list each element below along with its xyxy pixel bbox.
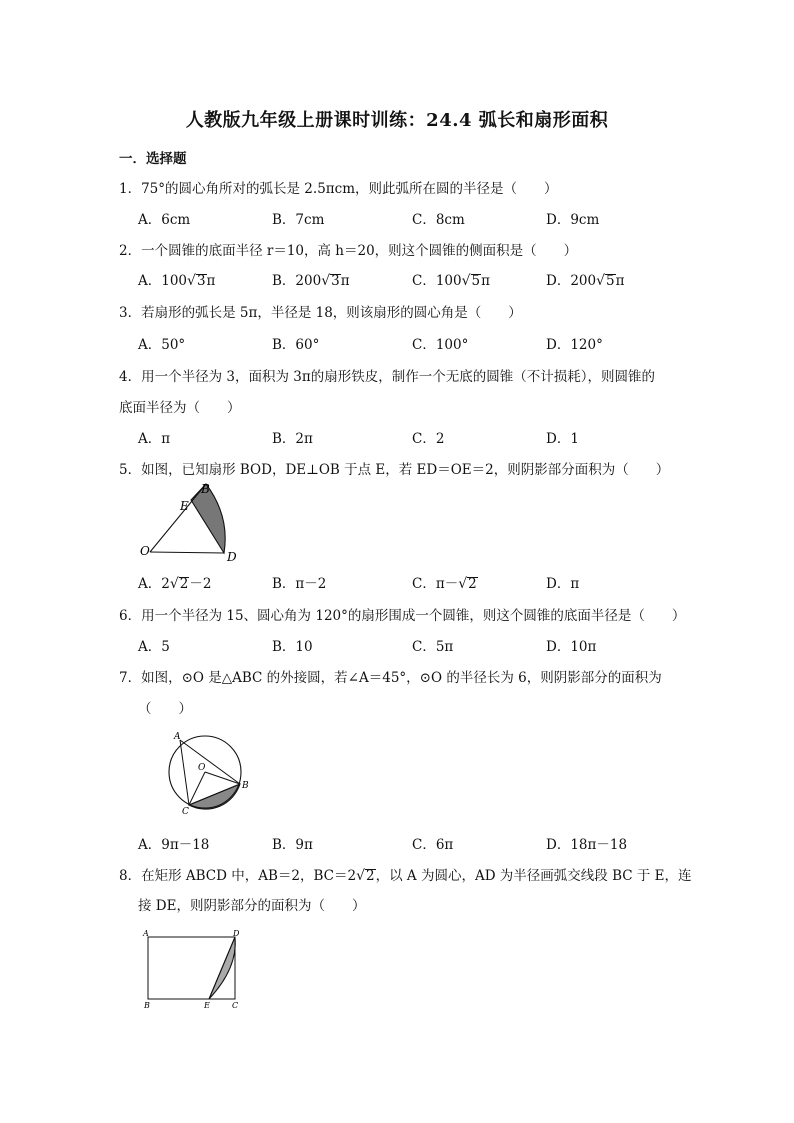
question-1: 1．75°的圆心角所对的弧长是 2.5πcm，则此弧所在圆的半径是（ ） [119,181,558,197]
label-a: A [174,732,181,742]
circle-figure [164,730,254,816]
section-heading: 一．选择题 [119,151,187,167]
label-d: D [227,550,237,564]
label-d: D [233,929,240,938]
q4-option-d: D．1 [546,431,579,447]
segment-ob [150,484,206,552]
label-o: O [140,544,150,558]
label-b: B [201,482,210,496]
q7-option-c: C．6π [412,837,454,853]
label-a: A [143,929,149,938]
q6-option-c: C．5π [412,639,454,655]
label-c: C [232,1001,239,1010]
question-7-line-1: 7．如图，⊙O 是△ABC 的外接圆，若∠A＝45°，⊙O 的半径长为 6，则阴影部分的面积为 [119,670,662,686]
q6-option-a: A．5 [138,639,170,655]
segment-ac [180,740,189,805]
q2-option-b: B．200√3π [272,273,350,289]
q7-option-d: D．18π－18 [546,837,628,853]
question-3: 3．若扇形的弧长是 5π，半径是 18，则该扇形的圆心角是（ ） [119,305,522,321]
q4-option-c: C．2 [412,431,445,447]
question-7-line-2: （ ） [138,701,192,717]
question-5: 5．如图，已知扇形 BOD，DE⊥OB 于点 E，若 ED＝OE＝2，则阴影部分面积为（ ） [119,462,670,478]
q2-option-d: D．200√5π [546,273,625,289]
label-o: O [198,763,206,773]
q6-option-b: B．10 [272,639,313,655]
q3-option-a: A．50° [138,337,186,353]
q1-option-d: D．9cm [546,212,600,228]
q1-option-c: C．8cm [412,212,465,228]
q2-option-c: C．100√5π [412,273,490,289]
shaded-segment [189,784,240,809]
q7-option-b: B．9π [272,837,313,853]
rectangle-figure [140,928,250,1012]
label-c: C [182,807,189,817]
q7-option-a: A．9π－18 [138,837,210,853]
q1-option-a: A．6cm [138,212,191,228]
q1-option-b: B．7cm [272,212,325,228]
label-e: E [204,1001,210,1010]
sector-figure [138,480,248,562]
question-2: 2．一个圆锥的底面半径 r＝10，高 h＝20，则这个圆锥的侧面积是（ ） [119,243,578,259]
q5-option-c: C．π－√2 [412,576,477,592]
label-b: B [144,1001,150,1010]
question-4-line-1: 4．用一个半径为 3，面积为 3π的扇形铁皮，制作一个无底的圆锥（不计损耗），则圆锥的 [119,369,655,385]
question-8-line-2: 接 DE，则阴影部分的面积为（ ） [138,898,366,914]
segment-od [150,552,224,553]
page-title: 人教版九年级上册课时训练：24.4 弧长和扇形面积 [185,110,609,131]
q5-option-d: D．π [546,576,580,592]
segment-de [209,937,235,999]
label-e: E [180,499,189,513]
q3-option-c: C．100° [412,337,469,353]
q5-option-a: A．2√2－2 [138,576,212,592]
question-6: 6．用一个半径为 15、圆心角为 120°的扇形围成一个圆锥，则这个圆锥的底面半径是（ ） [119,608,686,624]
q2-option-a: A．100√3π [138,273,216,289]
q5-option-b: B．π－2 [272,576,327,592]
q3-option-d: D．120° [546,337,603,353]
question-8-line-1: 8．在矩形 ABCD 中，AB＝2，BC＝2√2，以 A 为圆心，AD 为半径画弧交线段 BC 于 E，连 [119,868,692,884]
q4-option-a: A．π [138,431,171,447]
q4-option-b: B．2π [272,431,313,447]
q6-option-d: D．10π [546,639,597,655]
segment-ob [205,772,240,784]
label-b: B [242,781,249,791]
question-4-line-2: 底面半径为（ ） [119,400,241,416]
q3-option-b: B．60° [272,337,320,353]
